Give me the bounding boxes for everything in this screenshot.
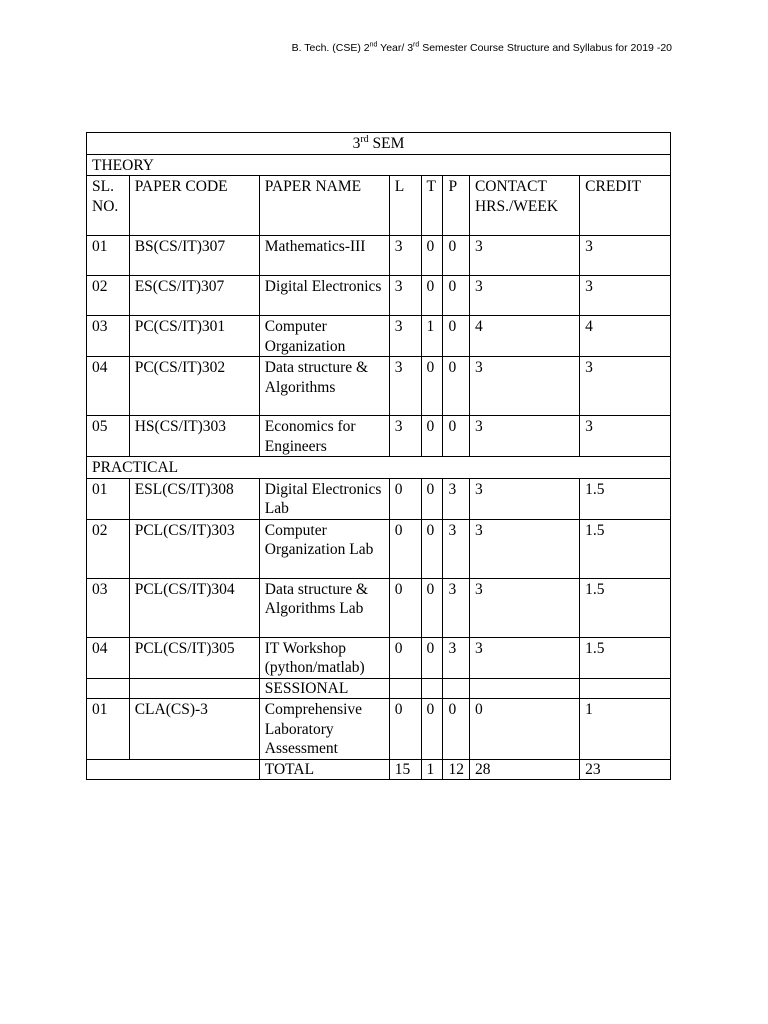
credit: 1.5: [580, 578, 671, 637]
sl-no: 01: [87, 699, 130, 760]
sl-no: 01: [87, 478, 130, 519]
practical-hours: 0: [443, 357, 470, 416]
sl-no: 01: [87, 236, 130, 276]
paper-name: Computer Organization: [259, 316, 389, 357]
credit: 1.5: [580, 478, 671, 519]
header-mid: Year/ 3: [377, 42, 414, 54]
paper-name: Data structure & Algorithms Lab: [259, 578, 389, 637]
contact-hours: 4: [469, 316, 579, 357]
credit: 1.5: [580, 519, 671, 578]
contact-hours: 3: [469, 637, 579, 678]
tutorial-hours: 0: [421, 416, 443, 457]
paper-name: Economics for Engineers: [259, 416, 389, 457]
credit: 3: [580, 357, 671, 416]
sessional-label: SESSIONAL: [259, 678, 389, 699]
practical-hours: 3: [443, 519, 470, 578]
paper-name: Computer Organization Lab: [259, 519, 389, 578]
tutorial-hours: 0: [421, 699, 443, 760]
lecture-hours: 0: [389, 637, 421, 678]
paper-code: HS(CS/IT)303: [129, 416, 259, 457]
contact-hours: 3: [469, 357, 579, 416]
paper-code: PC(CS/IT)302: [129, 357, 259, 416]
header-sup-2: rd: [413, 41, 420, 49]
empty-cell: [87, 759, 260, 780]
lecture-hours: 3: [389, 416, 421, 457]
total-practical-hours: 12: [443, 759, 470, 780]
table-row: [87, 478, 671, 519]
paper-name: Digital Electronics Lab: [259, 478, 389, 519]
practical-label: PRACTICAL: [87, 457, 671, 479]
lecture-hours: 3: [389, 316, 421, 357]
practical-hours: 0: [443, 699, 470, 760]
page-header: [292, 42, 672, 54]
empty-cell: [389, 678, 421, 699]
empty-cell: [580, 678, 671, 699]
header-suffix: Semester Course Structure and Syllabus for 2019 -20: [419, 42, 672, 54]
tutorial-hours: 0: [421, 637, 443, 678]
col-header-credit: CREDIT: [580, 176, 671, 236]
paper-code: CLA(CS)-3: [129, 699, 259, 760]
col-header-contact-hrs: CONTACT HRS./WEEK: [469, 176, 579, 236]
credit: 3: [580, 236, 671, 276]
paper-name: Data structure & Algorithms: [259, 357, 389, 416]
table-row: [87, 316, 671, 357]
lecture-hours: 3: [389, 276, 421, 316]
semester-title-rest: SEM: [368, 135, 405, 152]
lecture-hours: 0: [389, 478, 421, 519]
empty-cell: [87, 678, 130, 699]
col-header-p: P: [443, 176, 470, 236]
lecture-hours: 0: [389, 519, 421, 578]
table-row: [87, 276, 671, 316]
paper-code: PCL(CS/IT)303: [129, 519, 259, 578]
paper-code: ESL(CS/IT)308: [129, 478, 259, 519]
tutorial-hours: 0: [421, 276, 443, 316]
practical-hours: 3: [443, 578, 470, 637]
paper-name: IT Workshop (python/matlab): [259, 637, 389, 678]
empty-cell: [469, 678, 579, 699]
paper-name: Digital Electronics: [259, 276, 389, 316]
sessional-section-row: [87, 678, 671, 699]
sl-no: 03: [87, 578, 130, 637]
total-contact-hours: 28: [469, 759, 579, 780]
column-header-row: [87, 176, 671, 236]
paper-code: PC(CS/IT)301: [129, 316, 259, 357]
header-prefix: B. Tech. (CSE) 2: [291, 42, 370, 54]
credit: 1: [580, 699, 671, 760]
contact-hours: 3: [469, 478, 579, 519]
tutorial-hours: 0: [421, 478, 443, 519]
semester-title: [87, 133, 671, 155]
paper-code: PCL(CS/IT)304: [129, 578, 259, 637]
table-row: [87, 519, 671, 578]
table-row: [87, 578, 671, 637]
header-sup-1: nd: [369, 41, 378, 49]
practical-section-row: [87, 457, 671, 479]
practical-hours: 0: [443, 416, 470, 457]
contact-hours: 3: [469, 236, 579, 276]
semester-title-num: 3: [352, 135, 361, 152]
sl-no: 02: [87, 519, 130, 578]
paper-code: PCL(CS/IT)305: [129, 637, 259, 678]
empty-cell: [421, 678, 443, 699]
table-row: [87, 357, 671, 416]
empty-cell: [443, 678, 470, 699]
tutorial-hours: 0: [421, 519, 443, 578]
total-credit: 23: [580, 759, 671, 780]
tutorial-hours: 0: [421, 357, 443, 416]
table-row: [87, 236, 671, 276]
contact-hours: 3: [469, 578, 579, 637]
tutorial-hours: 0: [421, 236, 443, 276]
col-header-t: T: [421, 176, 443, 236]
table-row: [87, 416, 671, 457]
course-structure-table: [86, 132, 671, 780]
paper-name: Comprehensive Laboratory Assessment: [259, 699, 389, 760]
total-label: TOTAL: [259, 759, 389, 780]
tutorial-hours: 1: [421, 316, 443, 357]
credit: 4: [580, 316, 671, 357]
practical-hours: 0: [443, 276, 470, 316]
col-header-paper-code: PAPER CODE: [129, 176, 259, 236]
col-header-paper-name: PAPER NAME: [259, 176, 389, 236]
col-header-sl-no: SL. NO.: [87, 176, 130, 236]
sl-no: 02: [87, 276, 130, 316]
empty-cell: [129, 678, 259, 699]
tutorial-hours: 0: [421, 578, 443, 637]
theory-section-row: [87, 154, 671, 176]
practical-hours: 0: [443, 316, 470, 357]
semester-title-sup: rd: [360, 133, 369, 145]
credit: 1.5: [580, 637, 671, 678]
credit: 3: [580, 416, 671, 457]
credit: 3: [580, 276, 671, 316]
total-row: [87, 759, 671, 780]
practical-hours: 3: [443, 478, 470, 519]
lecture-hours: 3: [389, 236, 421, 276]
paper-name: Mathematics-III: [259, 236, 389, 276]
lecture-hours: 0: [389, 578, 421, 637]
sl-no: 03: [87, 316, 130, 357]
total-lecture-hours: 15: [389, 759, 421, 780]
paper-code: BS(CS/IT)307: [129, 236, 259, 276]
table-row: [87, 699, 671, 760]
col-header-l: L: [389, 176, 421, 236]
contact-hours: 3: [469, 276, 579, 316]
sl-no: 05: [87, 416, 130, 457]
contact-hours: 3: [469, 416, 579, 457]
total-tutorial-hours: 1: [421, 759, 443, 780]
lecture-hours: 0: [389, 699, 421, 760]
table-row: [87, 637, 671, 678]
sl-no: 04: [87, 357, 130, 416]
lecture-hours: 3: [389, 357, 421, 416]
title-row: [87, 133, 671, 155]
theory-label: THEORY: [87, 154, 671, 176]
sl-no: 04: [87, 637, 130, 678]
contact-hours: 3: [469, 519, 579, 578]
practical-hours: 0: [443, 236, 470, 276]
contact-hours: 0: [469, 699, 579, 760]
practical-hours: 3: [443, 637, 470, 678]
paper-code: ES(CS/IT)307: [129, 276, 259, 316]
